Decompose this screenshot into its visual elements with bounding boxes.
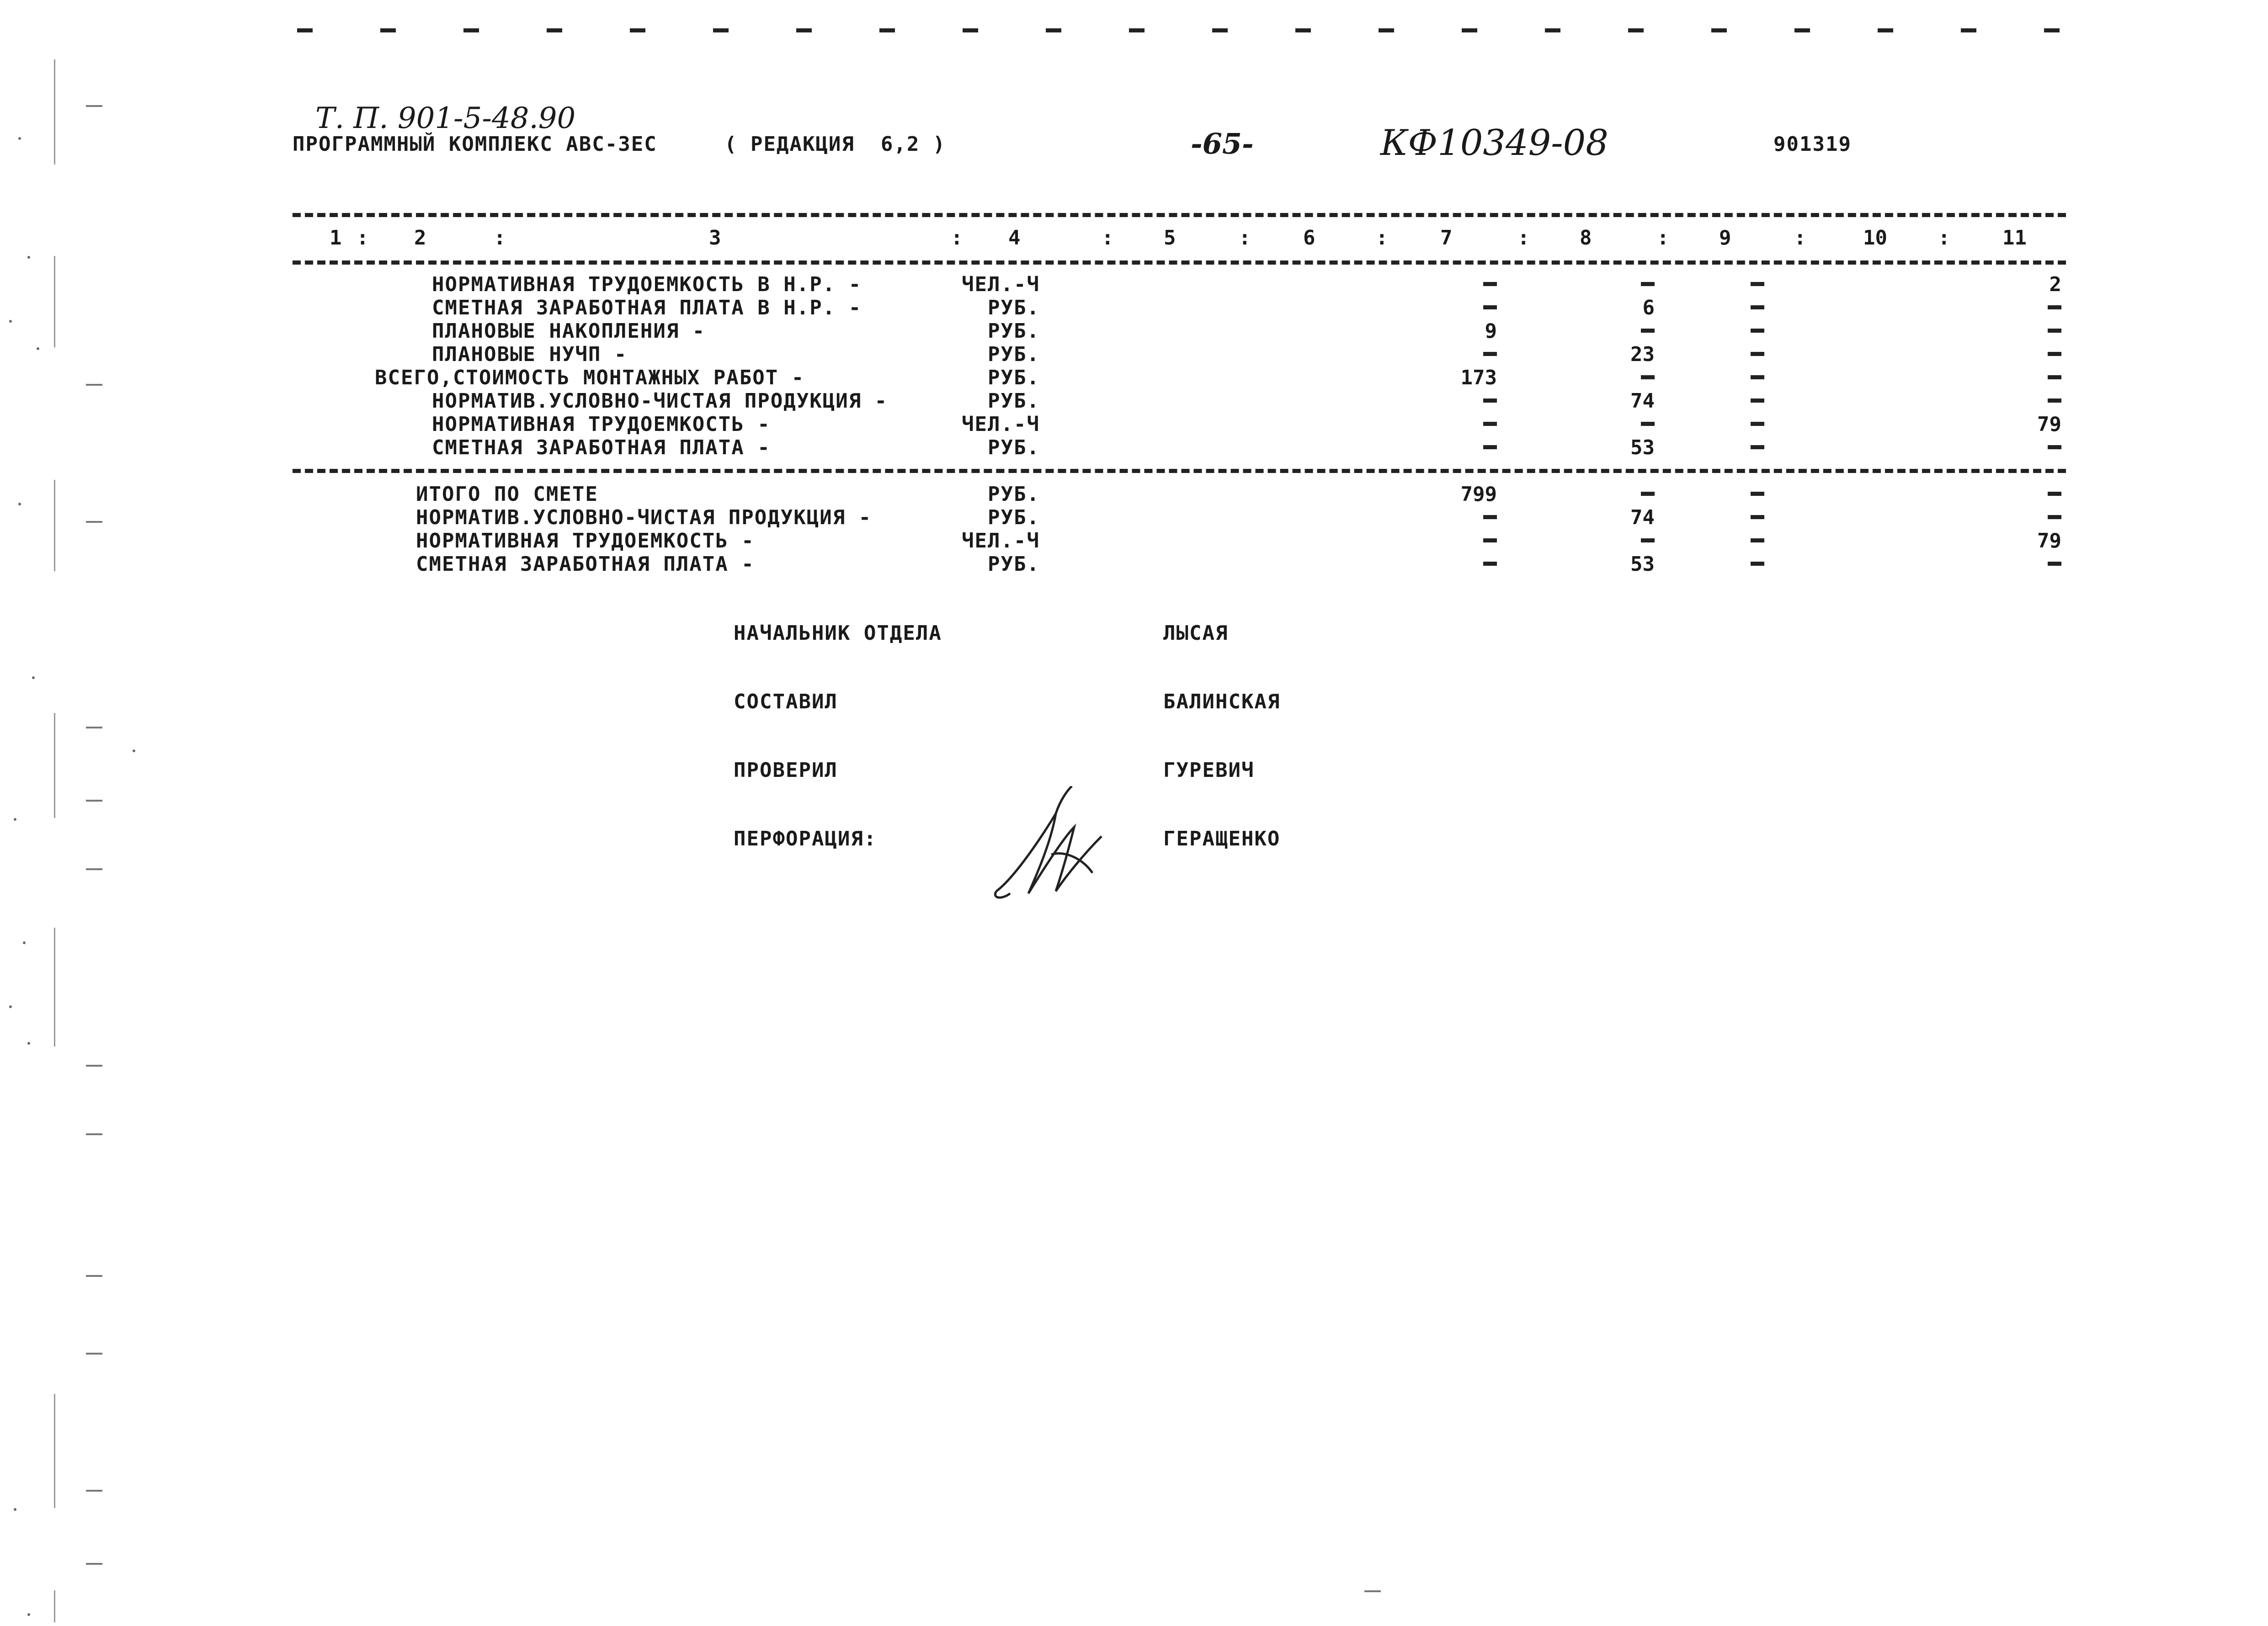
row-label: ВСЕГО,СТОИМОСТЬ МОНТАЖНЫХ РАБОТ -: [375, 366, 805, 389]
row-label: НОРМАТИВНАЯ ТРУДОЕМКОСТЬ В Н.Р. -: [432, 273, 862, 296]
empty-value-dash: [1641, 329, 1655, 333]
empty-value-dash: [2048, 399, 2061, 403]
empty-value-dash: [2048, 305, 2061, 309]
column-separator: :: [1794, 226, 1806, 250]
row-label: НОРМАТИВ.УСЛОВНО-ЧИСТАЯ ПРОДУКЦИЯ -: [432, 389, 888, 413]
document-number: 901319: [1773, 133, 1852, 156]
column-number-9: 9: [1719, 226, 1731, 250]
value-c8: 23: [1630, 343, 1655, 366]
value-c11: 2: [2049, 273, 2061, 296]
empty-value-dash: [1483, 282, 1497, 286]
empty-value-dash: [2048, 515, 2061, 519]
column-separator: :: [357, 226, 369, 250]
document-code: КФ10349-08: [1380, 122, 1608, 164]
row-unit: ЧЕЛ.-Ч: [962, 413, 1040, 436]
value-c11: 79: [2037, 413, 2061, 436]
signature-name: ГЕРАЩЕНКО: [1163, 827, 1281, 850]
signature-name: ГУРЕВИЧ: [1163, 759, 1255, 782]
column-separator: :: [951, 226, 963, 250]
empty-value-dash: [1641, 422, 1655, 426]
empty-value-dash: [1483, 515, 1497, 519]
value-c11: 79: [2037, 529, 2061, 553]
empty-value-dash: [1751, 562, 1764, 566]
column-separator: :: [1938, 226, 1950, 250]
empty-value-dash: [1751, 515, 1764, 519]
empty-value-dash: [1483, 445, 1497, 449]
signature-role: НАЧАЛЬНИК ОТДЕЛА: [734, 622, 942, 645]
handwritten-reference: Т. П. 901-5-48.90: [315, 101, 576, 135]
value-c8: 53: [1630, 436, 1655, 459]
column-number-10: 10: [1863, 226, 1887, 250]
empty-value-dash: [2048, 329, 2061, 333]
value-c8: 74: [1630, 389, 1655, 413]
empty-value-dash: [1641, 282, 1655, 286]
empty-value-dash: [1751, 492, 1764, 496]
row-unit: РУБ.: [988, 483, 1040, 506]
page-number: -65-: [1191, 127, 1254, 160]
value-c8: 74: [1630, 506, 1655, 529]
empty-value-dash: [1751, 538, 1764, 542]
row-label: НОРМАТИВНАЯ ТРУДОЕМКОСТЬ -: [432, 413, 771, 436]
empty-value-dash: [1483, 399, 1497, 403]
column-number-4: 4: [1008, 226, 1021, 250]
row-unit: РУБ.: [988, 506, 1040, 529]
column-separator: :: [1102, 226, 1114, 250]
column-separator: :: [494, 226, 506, 250]
handwritten-signature: [987, 786, 1115, 905]
signature-role: ПРОВЕРИЛ: [734, 759, 838, 782]
empty-value-dash: [1751, 399, 1764, 403]
empty-value-dash: [1751, 352, 1764, 356]
column-separator: :: [1517, 226, 1530, 250]
row-label: ПЛАНОВЫЕ НУЧП -: [432, 343, 628, 366]
empty-value-dash: [1751, 422, 1764, 426]
table-top-rule: [293, 213, 2066, 217]
empty-value-dash: [2048, 375, 2061, 379]
row-unit: ЧЕЛ.-Ч: [962, 273, 1040, 296]
empty-value-dash: [1483, 305, 1497, 309]
column-number-3: 3: [709, 226, 721, 250]
row-label: ПЛАНОВЫЕ НАКОПЛЕНИЯ -: [432, 319, 706, 343]
row-label: НОРМАТИВ.УСЛОВНО-ЧИСТАЯ ПРОДУКЦИЯ -: [416, 506, 872, 529]
signature-role: СОСТАВИЛ: [734, 690, 838, 713]
empty-value-dash: [1751, 445, 1764, 449]
column-number-1: 1: [330, 226, 342, 250]
row-unit: РУБ.: [988, 343, 1040, 366]
value-c7: 799: [1460, 483, 1497, 506]
value-c8: 53: [1630, 553, 1655, 576]
empty-value-dash: [1641, 538, 1655, 542]
column-number-7: 7: [1440, 226, 1453, 250]
row-unit: РУБ.: [988, 319, 1040, 343]
column-separator: :: [1657, 226, 1669, 250]
row-label: ИТОГО ПО СМЕТЕ: [416, 483, 598, 506]
empty-value-dash: [2048, 445, 2061, 449]
row-unit: РУБ.: [988, 436, 1040, 459]
signature-role: ПЕРФОРАЦИЯ:: [734, 827, 877, 850]
column-number-6: 6: [1303, 226, 1315, 250]
row-unit: ЧЕЛ.-Ч: [962, 529, 1040, 553]
empty-value-dash: [1483, 352, 1497, 356]
row-label: СМЕТНАЯ ЗАРАБОТНАЯ ПЛАТА В Н.Р. -: [432, 296, 862, 319]
empty-value-dash: [1483, 538, 1497, 542]
row-label: НОРМАТИВНАЯ ТРУДОЕМКОСТЬ -: [416, 529, 755, 553]
value-c7: 9: [1485, 319, 1497, 343]
signature-name: ЛЫСАЯ: [1163, 622, 1229, 645]
column-number-8: 8: [1580, 226, 1592, 250]
row-unit: РУБ.: [988, 366, 1040, 389]
empty-value-dash: [1483, 422, 1497, 426]
column-separator: :: [1239, 226, 1251, 250]
program-title: ПРОГРАММНЫЙ КОМПЛЕКС АВС-3ЕС: [293, 133, 657, 156]
signature-name: БАЛИНСКАЯ: [1163, 690, 1281, 713]
row-unit: РУБ.: [988, 389, 1040, 413]
empty-value-dash: [1751, 375, 1764, 379]
row-label: СМЕТНАЯ ЗАРАБОТНАЯ ПЛАТА -: [416, 553, 755, 576]
row-unit: РУБ.: [988, 553, 1040, 576]
totals-rule: [293, 469, 2066, 473]
row-label: СМЕТНАЯ ЗАРАБОТНАЯ ПЛАТА -: [432, 436, 771, 459]
empty-value-dash: [1751, 305, 1764, 309]
empty-value-dash: [1751, 329, 1764, 333]
row-unit: РУБ.: [988, 296, 1040, 319]
value-c7: 173: [1460, 366, 1497, 389]
column-number-5: 5: [1164, 226, 1176, 250]
value-c8: 6: [1642, 296, 1655, 319]
empty-value-dash: [2048, 492, 2061, 496]
empty-value-dash: [2048, 562, 2061, 566]
table-header-rule: [293, 260, 2066, 265]
program-edition: ( РЕДАКЦИЯ 6,2 ): [724, 133, 946, 156]
column-number-11: 11: [2002, 226, 2027, 250]
empty-value-dash: [1483, 562, 1497, 566]
empty-value-dash: [1751, 282, 1764, 286]
empty-value-dash: [2048, 352, 2061, 356]
empty-value-dash: [1641, 492, 1655, 496]
column-separator: :: [1376, 226, 1388, 250]
column-number-2: 2: [414, 226, 426, 250]
empty-value-dash: [1641, 375, 1655, 379]
